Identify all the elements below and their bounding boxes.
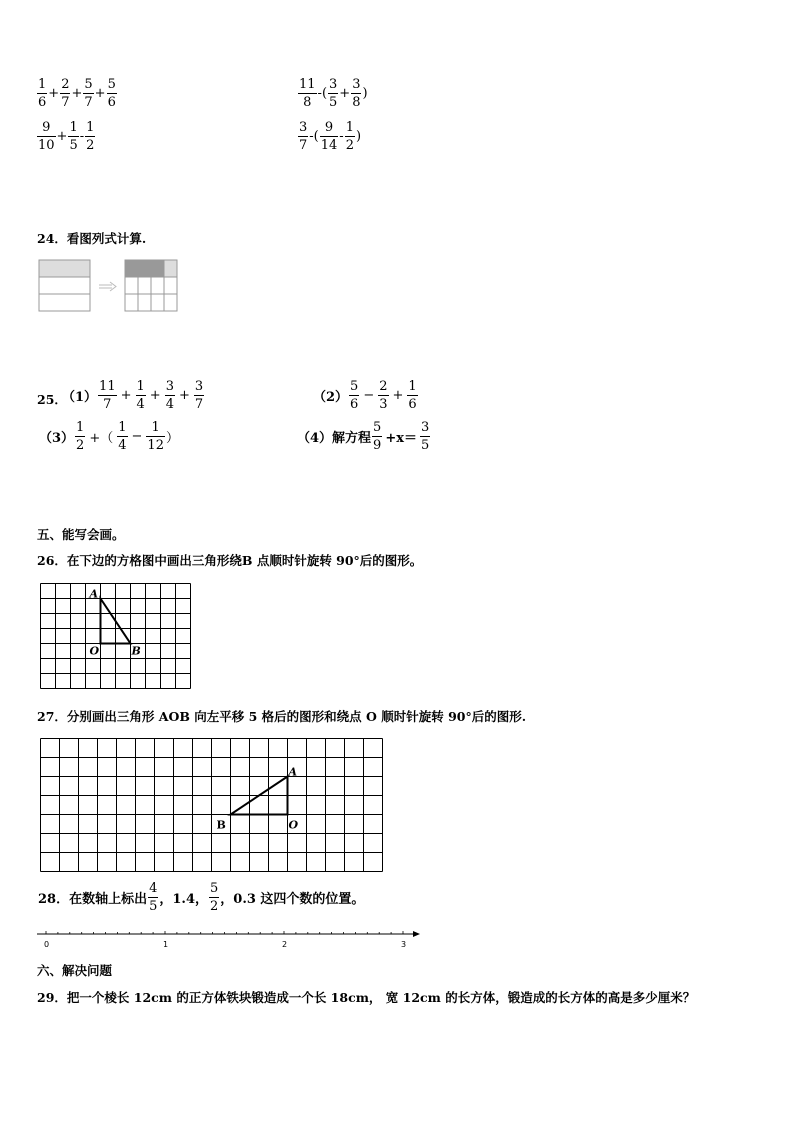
fraction: $\frac{3}{8}$ [352,77,361,110]
q24-figure [38,259,178,313]
fraction: $\frac{1}{6}$ [38,77,47,110]
q25-part2: （2） $\frac{5}{6}$ − $\frac{2}{3}$ + $\frac{1}{6}$ [313,379,417,412]
point-o-label: O [288,818,299,832]
point-o-label: O [89,644,100,658]
axis-tick-label: 3 [401,940,407,949]
q25-part1: （1） $\frac{11}{7}$ + $\frac{1}{4}$ + $\frac{3}{4}$ + $\frac{3}{7}$ [62,379,204,412]
axis-tick-label: 1 [163,940,169,949]
q26-grid [40,583,192,690]
point-b-label: B [131,644,141,658]
shaded-part [125,260,164,277]
point-a-label: A [288,765,298,779]
axis-tick-label: 0 [44,940,50,949]
fraction: $\frac{9}{10}$ [38,120,55,153]
q28-label: 28．在数轴上标出 $\frac{4}{5}$ ，1.4， $\frac{5}{2}$ ，0.3 这四个数的位置。 [38,881,365,914]
q29-label: 29．把一个棱长 12cm 的正方体铁块锻造成一个长 18cm， 宽 12cm 的长方体，锻造成的长方体的高是多少厘米？ [37,990,696,1005]
fraction: $\frac{1}{5}$ [69,120,78,153]
expr-row2-a: $\frac{9}{10}$ + $\frac{1}{5}$ - $\frac{1}{2}$ [38,120,95,153]
fraction: $\frac{3}{5}$ [329,77,338,110]
q25-part3: （3） $\frac{1}{2}$ +（ $\frac{1}{4}$ − $\frac{1}{12}$ ） [39,420,179,453]
fraction: $\frac{2}{7}$ [61,77,70,110]
point-b-label: B [216,818,226,832]
section-5-heading: 五、能写会画。 [37,527,125,542]
axis-tick-label: 2 [282,940,288,949]
q24-label: 24．看图列式计算. [37,231,147,246]
fraction: $\frac{9}{14}$ [320,120,338,153]
fraction: $\frac{5}{6}$ [107,77,116,110]
q25-label: 25． [37,392,67,407]
axis-arrow-icon [413,931,420,937]
point-a-label: A [89,587,99,601]
fraction: $\frac{5}{7}$ [84,77,93,110]
fraction: $\frac{1}{2}$ [345,120,354,153]
fraction: $\frac{11}{8}$ [299,77,316,110]
q27-label: 27．分别画出三角形 AOB 向左平移 5 格后的图形和绕点 O 顺时针旋转 90°后的图形. [37,709,527,724]
fraction: $\frac{3}{7}$ [299,120,308,153]
shaded-part [39,260,90,277]
fraction: $\frac{1}{2}$ [86,120,95,153]
arrow-icon [99,282,116,291]
q25-part4: （4）解方程 $\frac{5}{9}$ +x＝ $\frac{3}{5}$ [297,420,430,453]
expr-row1-a: $\frac{1}{6}$ + $\frac{2}{7}$ + $\frac{5}{7}$ + $\frac{5}{6}$ [38,77,116,110]
section-6-heading: 六、解决问题 [37,963,113,978]
q26-label: 26．在下边的方格图中画出三角形绕B 点顺时针旋转 90°后的图形。 [37,553,423,568]
q27-grid [40,738,382,871]
number-line [37,928,427,950]
expr-row2-b: $\frac{3}{7}$ -( $\frac{9}{14}$ - $\frac{1}{2}$ ) [299,120,362,153]
expr-row1-b: $\frac{11}{8}$ -( $\frac{3}{5}$ + $\frac{3}{8}$ ) [299,77,368,110]
